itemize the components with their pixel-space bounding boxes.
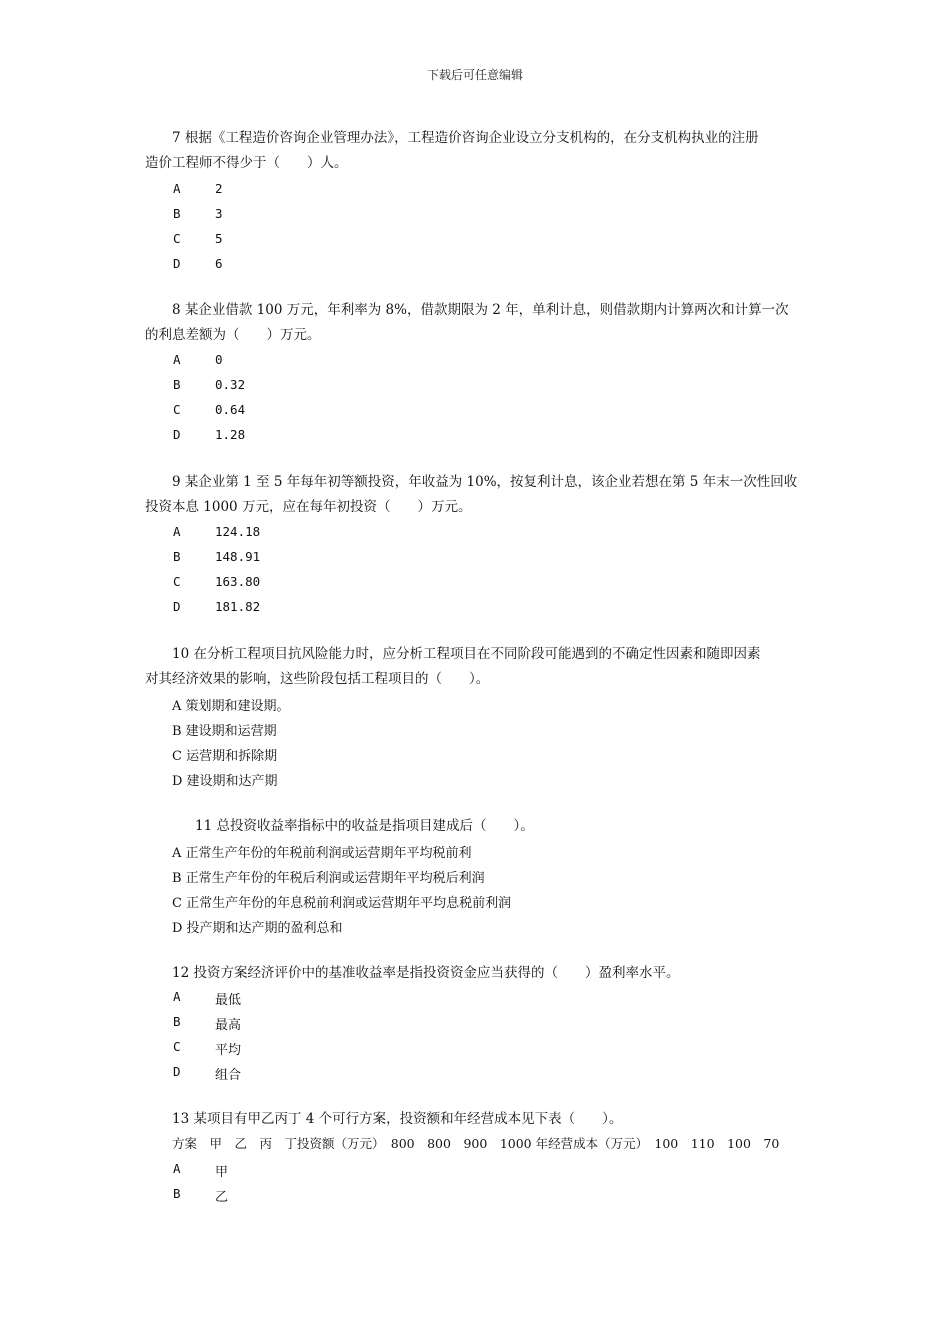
q13-option-a-letter: A xyxy=(173,1161,181,1176)
q10-option-d: D 建设期和达产期 xyxy=(172,774,278,789)
q9-option-d-letter: D xyxy=(173,599,181,614)
q11-option-a: A 正常生产年份的年税前利润或运营期年平均税前利 xyxy=(172,846,472,861)
q11-option-b: B 正常生产年份的年税后利润或运营期年平均税后利润 xyxy=(172,871,485,886)
q12-option-d-text: 组合 xyxy=(215,1068,242,1083)
q8-option-b-letter: B xyxy=(173,377,181,392)
q7-option-d-text: 6 xyxy=(215,256,223,271)
q10-option-c: C 运营期和拆除期 xyxy=(172,749,278,764)
q8-option-a-letter: A xyxy=(173,352,181,367)
q7-option-a-letter: A xyxy=(173,181,181,196)
q8-option-d-letter: D xyxy=(173,427,181,442)
question-13-line-1: 13 某项目有甲乙丙丁 4 个可行方案，投资额和年经营成本见下表（ ）。 xyxy=(172,1111,623,1127)
q10-option-b: B 建设期和运营期 xyxy=(172,724,277,739)
question-8-line-1: 8 某企业借款 100 万元，年利率为 8%，借款期限为 2 年，单利计息，则借款期内计算两次和计算一次 xyxy=(172,302,789,318)
question-13-table-line: 方案 甲 乙 丙 丁投资额（万元） 800 800 900 1000 年经营成本（万元） 100 110 100 70 xyxy=(172,1136,780,1151)
q8-option-b-text: 0.32 xyxy=(215,377,246,392)
q11-option-d: D 投产期和达产期的盈利总和 xyxy=(172,921,343,936)
q9-option-a-text: 124.18 xyxy=(215,524,261,539)
q7-option-b-letter: B xyxy=(173,206,181,221)
q13-option-b-letter: B xyxy=(173,1186,181,1201)
q8-option-d-text: 1.28 xyxy=(215,427,246,442)
q9-option-b-text: 148.91 xyxy=(215,549,261,564)
question-12-line-1: 12 投资方案经济评价中的基准收益率是指投资资金应当获得的（ ）盈利率水平。 xyxy=(172,965,680,981)
question-9-line-1: 9 某企业第 1 至 5 年每年初等额投资，年收益为 10%，按复利计息，该企业若想在第 5 年末一次性回收 xyxy=(172,474,798,490)
q12-option-c-text: 平均 xyxy=(215,1043,242,1058)
q8-option-a-text: 0 xyxy=(215,352,223,367)
q8-option-c-letter: C xyxy=(173,402,181,417)
q9-option-b-letter: B xyxy=(173,549,181,564)
q7-option-d-letter: D xyxy=(173,256,181,271)
q7-option-a-text: 2 xyxy=(215,181,223,196)
q12-option-b-text: 最高 xyxy=(215,1018,242,1033)
q12-option-d-letter: D xyxy=(173,1064,181,1079)
q8-option-c-text: 0.64 xyxy=(215,402,246,417)
q10-option-a: A 策划期和建设期。 xyxy=(172,699,290,714)
q7-option-b-text: 3 xyxy=(215,206,223,221)
q7-option-c-text: 5 xyxy=(215,231,223,246)
question-10-line-2: 对其经济效果的影响，这些阶段包括工程项目的（ ）。 xyxy=(145,671,490,687)
q12-option-a-letter: A xyxy=(173,989,181,1004)
q13-option-b-text: 乙 xyxy=(215,1190,229,1205)
page-header: 下载后可任意编辑 xyxy=(426,68,523,82)
question-7-line-2: 造价工程师不得少于（ ）人。 xyxy=(145,155,348,171)
q9-option-c-text: 163.80 xyxy=(215,574,261,589)
q12-option-b-letter: B xyxy=(173,1014,181,1029)
question-9-line-2: 投资本息 1000 万元，应在每年初投资（ ）万元。 xyxy=(145,499,472,515)
q12-option-a-text: 最低 xyxy=(215,993,242,1008)
question-10-line-1: 10 在分析工程项目抗风险能力时，应分析工程项目在不同阶段可能遇到的不确定性因素和随即因素 xyxy=(172,646,761,662)
q9-option-c-letter: C xyxy=(173,574,181,589)
q11-option-c: C 正常生产年份的年息税前利润或运营期年平均息税前利润 xyxy=(172,896,512,911)
q9-option-a-letter: A xyxy=(173,524,181,539)
question-11-line-1: 11 总投资收益率指标中的收益是指项目建成后（ ）。 xyxy=(195,818,534,834)
q13-option-a-text: 甲 xyxy=(215,1165,229,1180)
question-8-line-2: 的利息差额为（ ）万元。 xyxy=(145,327,321,343)
q9-option-d-text: 181.82 xyxy=(215,599,261,614)
question-7-line-1: 7 根据《工程造价咨询企业管理办法》，工程造价咨询企业设立分支机构的，在分支机构执业的注册 xyxy=(172,130,759,146)
q12-option-c-letter: C xyxy=(173,1039,181,1054)
q7-option-c-letter: C xyxy=(173,231,181,246)
